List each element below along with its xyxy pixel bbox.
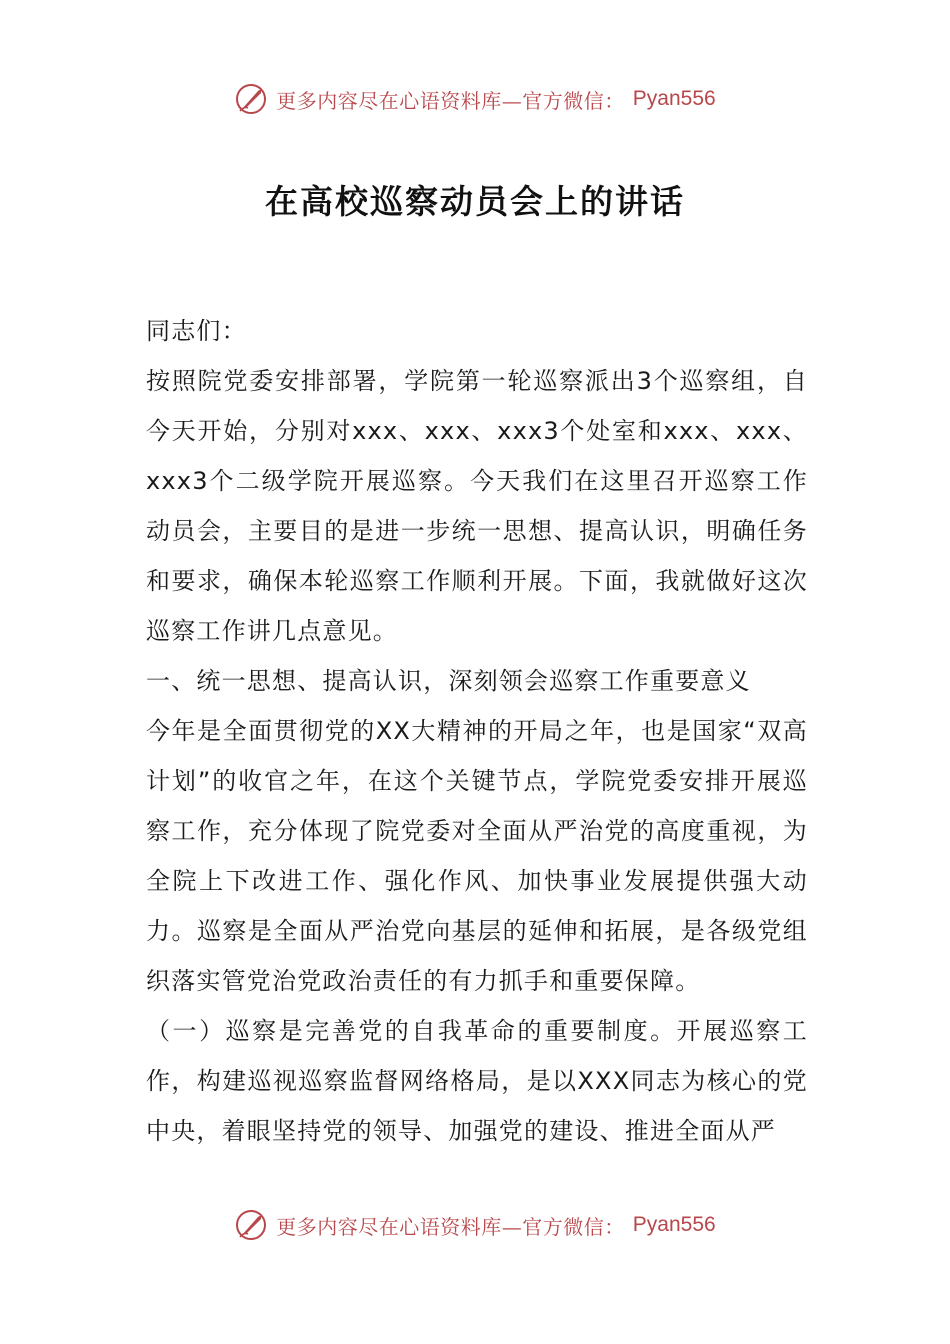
- document-title: 在高校巡察动员会上的讲话: [265, 182, 685, 221]
- document-body: [146, 306, 808, 1156]
- salutation: 同志们：: [146, 317, 247, 345]
- watermark-wechat-id: Pyan556: [632, 1213, 716, 1236]
- watermark-footer: [0, 1208, 950, 1242]
- quill-pen-logo-icon: [234, 1208, 268, 1242]
- watermark-wechat-id: Pyan556: [632, 87, 716, 110]
- quill-pen-logo-icon: [234, 82, 268, 116]
- paragraph: 按照院党委安排部署，学院第一轮巡察派出3个巡察组，自今天开始，分别对xxx、xxx、xxx3个处室和xxx、xxx、xxx3个二级学院开展巡察。今天我们在这里召开巡察工作动员会，主要目的是进一步统一思想、提高认识，明确任务和要求，确保本轮巡察工作顺利开展。下面，我就做好这次巡察工作讲几点意见。: [146, 367, 808, 645]
- watermark-header: [0, 82, 950, 116]
- section-heading: 一、统一思想、提高认识，深刻领会巡察工作重要意义: [146, 667, 751, 695]
- watermark-text: 更多内容尽在心语资料库—官方微信：: [276, 88, 625, 113]
- paragraph: （一）巡察是完善党的自我革命的重要制度。开展巡察工作，构建巡视巡察监督网络格局，是以XXX同志为核心的党中央，着眼坚持党的领导、加强党的建设、推进全面从严: [146, 1017, 808, 1145]
- watermark-text: 更多内容尽在心语资料库—官方微信：: [276, 1214, 625, 1239]
- paragraph: 今年是全面贯彻党的XX大精神的开局之年，也是国家“双高计划”的收官之年，在这个关键节点，学院党委安排开展巡察工作，充分体现了院党委对全面从严治党的高度重视，为全院上下改进工作、强化作风、加快事业发展提供强大动力。巡察是全面从严治党向基层的延伸和拓展，是各级党组织落实管党治党政治责任的有力抓手和重要保障。: [146, 717, 808, 995]
